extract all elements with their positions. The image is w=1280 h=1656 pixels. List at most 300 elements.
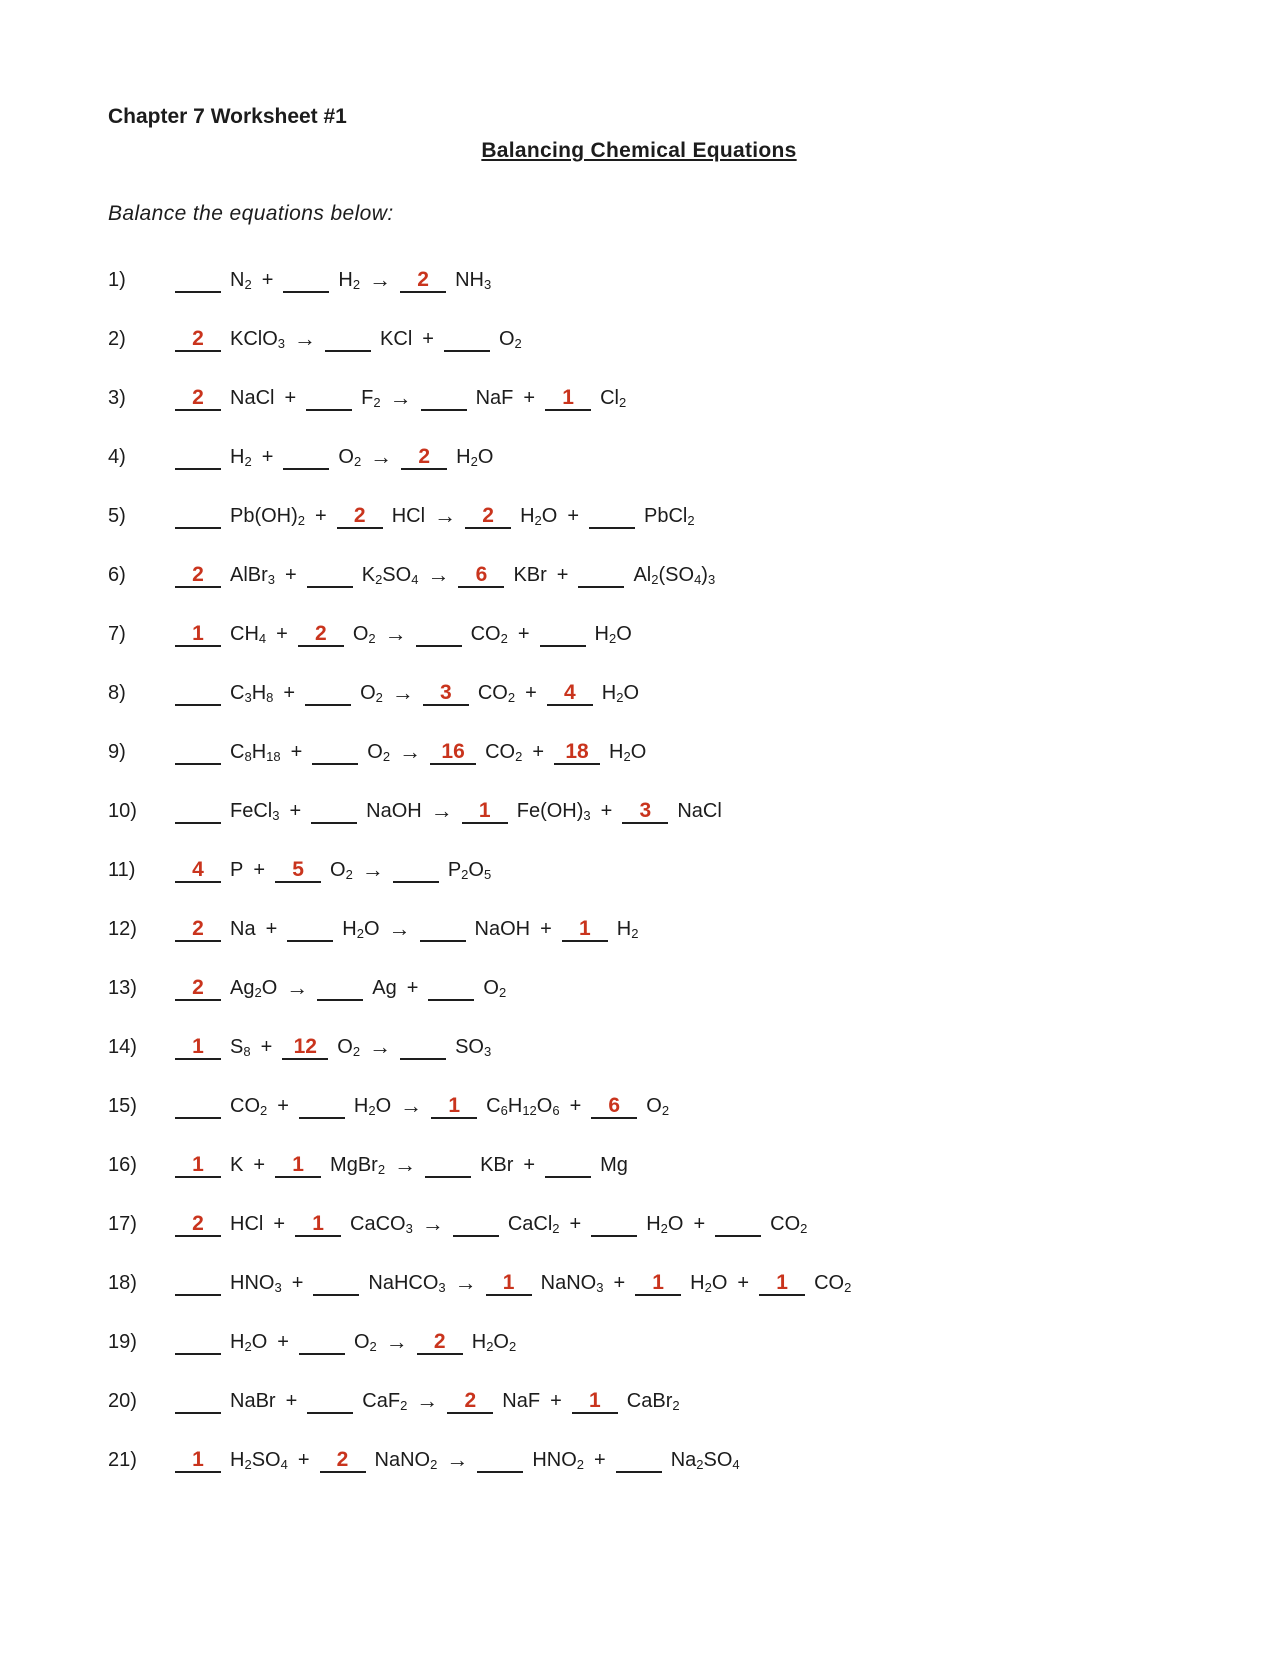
element-text: Na xyxy=(670,1449,697,1471)
element-text: H xyxy=(230,1331,245,1353)
chemical-formula xyxy=(486,1093,559,1124)
chemical-formula xyxy=(646,1093,669,1124)
subscript: 2 xyxy=(377,1162,386,1177)
answer-blank: 6 xyxy=(458,564,504,588)
answer-blank: 2 xyxy=(175,977,221,1001)
empty-blank xyxy=(325,328,371,352)
element-text: HCl xyxy=(391,505,426,527)
element-text: H xyxy=(342,918,357,940)
element-text: NaNO xyxy=(540,1272,597,1294)
element-text: P xyxy=(447,859,462,881)
subscript: 3 xyxy=(707,572,716,587)
element-text: O xyxy=(616,623,632,645)
subscript: 2 xyxy=(507,690,516,705)
empty-blank xyxy=(428,977,474,1001)
element-text: H xyxy=(338,269,353,291)
chemical-formula xyxy=(230,1270,282,1301)
element-text: O xyxy=(468,859,484,881)
chemical-formula xyxy=(230,621,266,652)
chemical-formula xyxy=(230,857,243,883)
equation-body xyxy=(175,325,522,357)
plus-operator: + xyxy=(261,269,274,291)
subscript: 2 xyxy=(498,985,507,1000)
equation-body xyxy=(175,1446,740,1478)
chemical-formula xyxy=(455,267,491,298)
plus-operator: + xyxy=(285,564,297,586)
element-text: H xyxy=(230,1449,245,1471)
subscript: 2 xyxy=(356,926,364,941)
plus-operator: + xyxy=(265,918,278,940)
arrow-right-icon: → xyxy=(446,1447,469,1472)
arrow-right-icon: → xyxy=(361,857,384,882)
empty-blank xyxy=(421,387,467,411)
element-text: SO xyxy=(251,1449,281,1471)
chemical-formula xyxy=(476,385,514,411)
equation-number: 6) xyxy=(108,564,126,586)
subscript: 2 xyxy=(400,1398,408,1413)
element-text: O xyxy=(646,1095,662,1117)
element-text: KBr xyxy=(513,564,547,586)
element-text: PbCl xyxy=(644,505,688,527)
equation-list xyxy=(108,266,1170,1478)
element-text: KCl xyxy=(380,328,413,350)
equation-body xyxy=(175,974,506,1006)
subscript: 2 xyxy=(345,867,353,882)
answer-blank: 1 xyxy=(275,1154,321,1178)
plus-operator: + xyxy=(284,387,297,409)
chemical-formula xyxy=(644,503,695,534)
element-text: ) xyxy=(701,564,708,586)
empty-blank xyxy=(313,1272,359,1296)
answer-blank: 4 xyxy=(547,682,593,706)
equation-row xyxy=(108,266,1170,298)
element-text: Al xyxy=(633,564,652,586)
arrow-right-icon: → xyxy=(294,326,317,351)
element-text: H xyxy=(520,505,535,527)
subscript: 2 xyxy=(616,690,624,705)
element-text: O xyxy=(536,1095,553,1117)
empty-blank xyxy=(175,741,221,765)
plus-operator: + xyxy=(422,328,434,350)
equation-number: 3) xyxy=(108,387,126,409)
answer-blank: 2 xyxy=(447,1390,493,1414)
plus-operator: + xyxy=(525,682,537,704)
element-text: H xyxy=(251,741,267,763)
element-text: CO xyxy=(230,1095,260,1117)
plus-operator: + xyxy=(285,1390,298,1412)
equation-body xyxy=(175,561,715,593)
answer-blank: 1 xyxy=(175,1036,221,1060)
plus-operator: + xyxy=(569,1095,582,1117)
element-text: K xyxy=(230,1154,244,1176)
element-text: CO xyxy=(770,1213,801,1235)
arrow-right-icon: → xyxy=(416,1388,439,1413)
equation-row xyxy=(108,856,1170,888)
chemical-formula xyxy=(230,503,305,534)
chemical-formula xyxy=(360,680,383,711)
empty-blank xyxy=(416,623,462,647)
chemical-formula xyxy=(617,916,639,947)
chemical-formula xyxy=(362,562,419,593)
page-title: Balancing Chemical Equations xyxy=(481,139,797,162)
course-title: Chapter 7 Worksheet #1 xyxy=(108,105,347,128)
equation-body xyxy=(175,797,722,829)
empty-blank xyxy=(175,1272,221,1296)
equation-number: 12) xyxy=(108,918,137,940)
empty-blank xyxy=(616,1449,662,1473)
arrow-right-icon: → xyxy=(384,621,407,646)
answer-blank: 1 xyxy=(635,1272,681,1296)
chemical-formula xyxy=(480,1152,513,1178)
element-text: O xyxy=(363,918,380,940)
equation-body xyxy=(175,1092,669,1124)
equation-row xyxy=(108,797,1170,829)
chemical-formula xyxy=(600,385,626,416)
element-text: H xyxy=(507,1095,523,1117)
subscript: 2 xyxy=(244,277,252,292)
answer-blank: 2 xyxy=(417,1331,463,1355)
empty-blank xyxy=(540,623,586,647)
chemical-formula xyxy=(455,1034,491,1065)
plus-operator: + xyxy=(289,800,302,822)
subscript: 2 xyxy=(486,1339,494,1354)
element-text: MgBr xyxy=(330,1154,378,1176)
element-text: O xyxy=(360,682,376,704)
arrow-right-icon: → xyxy=(421,1211,444,1236)
equation-number: 16) xyxy=(108,1154,137,1176)
arrow-right-icon: → xyxy=(388,916,411,941)
equation-row xyxy=(108,1033,1170,1065)
element-text: H xyxy=(471,1331,487,1353)
chemical-formula xyxy=(456,444,493,475)
plus-operator: + xyxy=(297,1449,310,1471)
empty-blank xyxy=(283,269,329,293)
chemical-formula xyxy=(478,680,515,711)
equation-body xyxy=(175,1328,516,1360)
subscript: 5 xyxy=(483,867,492,882)
subscript: 3 xyxy=(272,808,280,823)
element-text: O xyxy=(251,1331,268,1353)
answer-blank: 2 xyxy=(337,505,383,529)
plus-operator: + xyxy=(277,1095,289,1117)
equation-body xyxy=(175,1210,807,1242)
arrow-right-icon: → xyxy=(400,1093,423,1118)
empty-blank xyxy=(299,1331,345,1355)
element-text: HNO xyxy=(532,1449,577,1471)
element-text: O xyxy=(330,859,346,881)
element-text: AlBr xyxy=(230,564,268,586)
element-text: NaOH xyxy=(366,800,422,822)
plus-operator: + xyxy=(523,1154,536,1176)
chemical-formula xyxy=(392,503,425,529)
equation-row xyxy=(108,502,1170,534)
equation-row xyxy=(108,1092,1170,1124)
element-text: CO xyxy=(814,1272,845,1294)
chemical-formula xyxy=(541,1270,604,1301)
empty-blank xyxy=(283,446,329,470)
subscript: 2 xyxy=(353,454,362,469)
element-text: SO xyxy=(703,1449,733,1471)
chemical-formula xyxy=(230,1211,263,1237)
chemical-formula xyxy=(230,326,285,357)
subscript: 8 xyxy=(266,690,274,705)
equation-row xyxy=(108,915,1170,947)
element-text: NaBr xyxy=(230,1390,276,1412)
element-text: NH xyxy=(455,269,484,291)
subscript: 2 xyxy=(375,690,383,705)
empty-blank xyxy=(425,1154,471,1178)
plus-operator: + xyxy=(613,1272,626,1294)
answer-blank: 2 xyxy=(175,387,221,411)
subscript: 2 xyxy=(661,1103,670,1118)
chemical-formula xyxy=(230,739,281,770)
answer-blank: 6 xyxy=(591,1095,637,1119)
subscript: 3 xyxy=(438,1280,446,1295)
chemical-formula xyxy=(513,562,546,588)
subscript: 2 xyxy=(382,749,391,764)
plus-operator: + xyxy=(532,741,545,763)
element-text: CH xyxy=(230,623,259,645)
chemical-formula xyxy=(230,267,252,298)
equation-row xyxy=(108,620,1170,652)
subscript: 4 xyxy=(694,572,702,587)
element-text: H xyxy=(353,1095,369,1117)
equation-body xyxy=(175,443,493,475)
element-text: CO xyxy=(477,682,508,704)
subscript: 2 xyxy=(704,1280,712,1295)
equation-row xyxy=(108,679,1170,711)
chemical-formula xyxy=(350,1211,413,1242)
element-text: H xyxy=(456,446,471,468)
plus-operator: + xyxy=(737,1272,750,1294)
equation-body xyxy=(175,856,491,888)
equation-row xyxy=(108,561,1170,593)
equation-body xyxy=(175,679,639,711)
equation-number: 1) xyxy=(108,269,126,291)
chemical-formula xyxy=(230,385,274,411)
empty-blank xyxy=(175,1390,221,1414)
chemical-formula xyxy=(499,326,522,357)
empty-blank xyxy=(393,859,439,883)
element-text: F xyxy=(361,387,374,409)
chemical-formula xyxy=(600,1152,628,1178)
plus-operator: + xyxy=(261,446,274,468)
equation-row xyxy=(108,1446,1170,1478)
equation-row xyxy=(108,1151,1170,1183)
element-text: NaHCO xyxy=(368,1272,439,1294)
chemical-formula xyxy=(366,798,422,824)
empty-blank xyxy=(578,564,624,588)
answer-blank: 2 xyxy=(175,1213,221,1237)
plus-operator: + xyxy=(253,859,266,881)
answer-blank: 16 xyxy=(430,741,476,765)
chemical-formula xyxy=(230,444,252,475)
chemical-formula xyxy=(230,1447,288,1478)
answer-blank: 2 xyxy=(175,328,221,352)
empty-blank xyxy=(317,977,363,1001)
element-text: NaOH xyxy=(474,918,531,940)
chemical-formula xyxy=(372,975,396,1001)
subscript: 2 xyxy=(623,749,631,764)
chemical-formula xyxy=(230,798,279,829)
subscript: 2 xyxy=(651,572,659,587)
element-text: K xyxy=(361,564,376,586)
answer-blank: 5 xyxy=(275,859,321,883)
subscript: 2 xyxy=(687,513,695,528)
answer-blank: 2 xyxy=(401,446,447,470)
chemical-formula xyxy=(475,916,531,942)
element-text: CaBr xyxy=(626,1390,673,1412)
element-text: Na xyxy=(230,918,256,940)
element-text: Ag xyxy=(230,977,255,999)
equation-number: 13) xyxy=(108,977,137,999)
empty-blank xyxy=(477,1449,523,1473)
element-text: Ag xyxy=(372,977,397,999)
subscript: 2 xyxy=(244,1339,252,1354)
answer-blank: 1 xyxy=(562,918,608,942)
equation-number: 7) xyxy=(108,623,126,645)
subscript: 2 xyxy=(800,1221,808,1236)
element-text: Cl xyxy=(600,387,619,409)
element-text: O xyxy=(337,1036,353,1058)
answer-blank: 18 xyxy=(554,741,600,765)
element-text: H xyxy=(230,446,245,468)
answer-blank: 1 xyxy=(759,1272,805,1296)
element-text: O xyxy=(498,328,515,350)
chemical-formula xyxy=(627,1388,680,1419)
arrow-right-icon: → xyxy=(389,385,412,410)
empty-blank xyxy=(715,1213,761,1237)
chemical-formula xyxy=(814,1270,851,1301)
empty-blank xyxy=(287,918,333,942)
subscript: 3 xyxy=(483,277,492,292)
element-text: O xyxy=(477,446,494,468)
arrow-right-icon: → xyxy=(394,1152,417,1177)
element-text: Pb(OH) xyxy=(230,505,298,527)
answer-blank: 2 xyxy=(298,623,344,647)
empty-blank xyxy=(400,1036,446,1060)
subscript: 6 xyxy=(500,1103,508,1118)
answer-blank: 1 xyxy=(486,1272,532,1296)
arrow-right-icon: → xyxy=(399,739,422,764)
chemical-formula xyxy=(671,1447,740,1478)
subscript: 2 xyxy=(430,1457,438,1472)
element-text: KBr xyxy=(480,1154,514,1176)
equation-number: 19) xyxy=(108,1331,137,1353)
arrow-right-icon: → xyxy=(391,680,414,705)
subscript: 4 xyxy=(732,1457,740,1472)
subscript: 2 xyxy=(297,513,306,528)
answer-blank: 3 xyxy=(423,682,469,706)
equation-body xyxy=(175,1387,680,1419)
element-text: O xyxy=(352,623,369,645)
answer-blank: 2 xyxy=(320,1449,366,1473)
empty-blank xyxy=(307,1390,353,1414)
element-text: NaF xyxy=(475,387,514,409)
chemical-formula xyxy=(367,739,390,770)
equation-number: 11) xyxy=(108,859,136,881)
equation-row xyxy=(108,1328,1170,1360)
chemical-formula xyxy=(517,798,591,829)
equation-body xyxy=(175,915,638,947)
plus-operator: + xyxy=(276,623,288,645)
equation-row xyxy=(108,1269,1170,1301)
arrow-right-icon: → xyxy=(454,1270,477,1295)
plus-operator: + xyxy=(315,505,327,527)
equation-row xyxy=(108,384,1170,416)
equation-row xyxy=(108,1387,1170,1419)
subscript: 2 xyxy=(672,1398,680,1413)
answer-blank: 12 xyxy=(282,1036,328,1060)
equation-number: 18) xyxy=(108,1272,137,1294)
plus-operator: + xyxy=(569,1213,582,1235)
chemical-formula xyxy=(342,916,379,947)
equation-number: 14) xyxy=(108,1036,137,1058)
element-text: CaCO xyxy=(350,1213,406,1235)
empty-blank xyxy=(175,1095,221,1119)
answer-blank: 2 xyxy=(400,269,446,293)
arrow-right-icon: → xyxy=(430,798,453,823)
subscript: 3 xyxy=(277,336,286,351)
element-text: O xyxy=(493,1331,509,1353)
element-text: NaNO xyxy=(374,1449,431,1471)
subscript: 2 xyxy=(515,749,523,764)
chemical-formula xyxy=(633,562,715,593)
chemical-formula xyxy=(602,680,639,711)
subscript: 2 xyxy=(368,1103,376,1118)
empty-blank xyxy=(307,564,353,588)
subscript: 3 xyxy=(583,808,591,823)
chemical-formula xyxy=(502,1388,540,1414)
subscript: 2 xyxy=(500,631,508,646)
arrow-right-icon: → xyxy=(434,503,457,528)
subscript: 3 xyxy=(405,1221,413,1236)
subscript: 2 xyxy=(508,1339,517,1354)
subscript: 3 xyxy=(267,572,276,587)
plus-operator: + xyxy=(693,1213,706,1235)
equation-body xyxy=(175,620,632,652)
chemical-formula xyxy=(595,621,632,652)
chemical-formula xyxy=(646,1211,683,1242)
subscript: 4 xyxy=(411,572,419,587)
equation-body xyxy=(175,1269,851,1301)
chemical-formula xyxy=(230,562,275,593)
empty-blank xyxy=(175,800,221,824)
arrow-right-icon: → xyxy=(427,562,450,587)
subscript: 2 xyxy=(373,395,381,410)
element-text: N xyxy=(230,269,245,291)
empty-blank xyxy=(175,1331,221,1355)
subscript: 2 xyxy=(352,1044,361,1059)
empty-blank xyxy=(453,1213,499,1237)
chemical-formula xyxy=(354,1093,391,1124)
subscript: 4 xyxy=(280,1457,288,1472)
chemical-formula xyxy=(361,385,380,416)
equation-number: 2) xyxy=(108,328,126,350)
equation-number: 10) xyxy=(108,800,137,822)
plus-operator: + xyxy=(253,1154,266,1176)
plus-operator: + xyxy=(260,1036,273,1058)
chemical-formula xyxy=(353,621,376,652)
equation-row xyxy=(108,738,1170,770)
empty-blank xyxy=(299,1095,345,1119)
answer-blank: 1 xyxy=(462,800,508,824)
element-text: O xyxy=(338,446,354,468)
empty-blank xyxy=(175,682,221,706)
chemical-formula xyxy=(230,975,277,1006)
element-text: O xyxy=(711,1272,728,1294)
element-text: SO xyxy=(455,1036,484,1058)
